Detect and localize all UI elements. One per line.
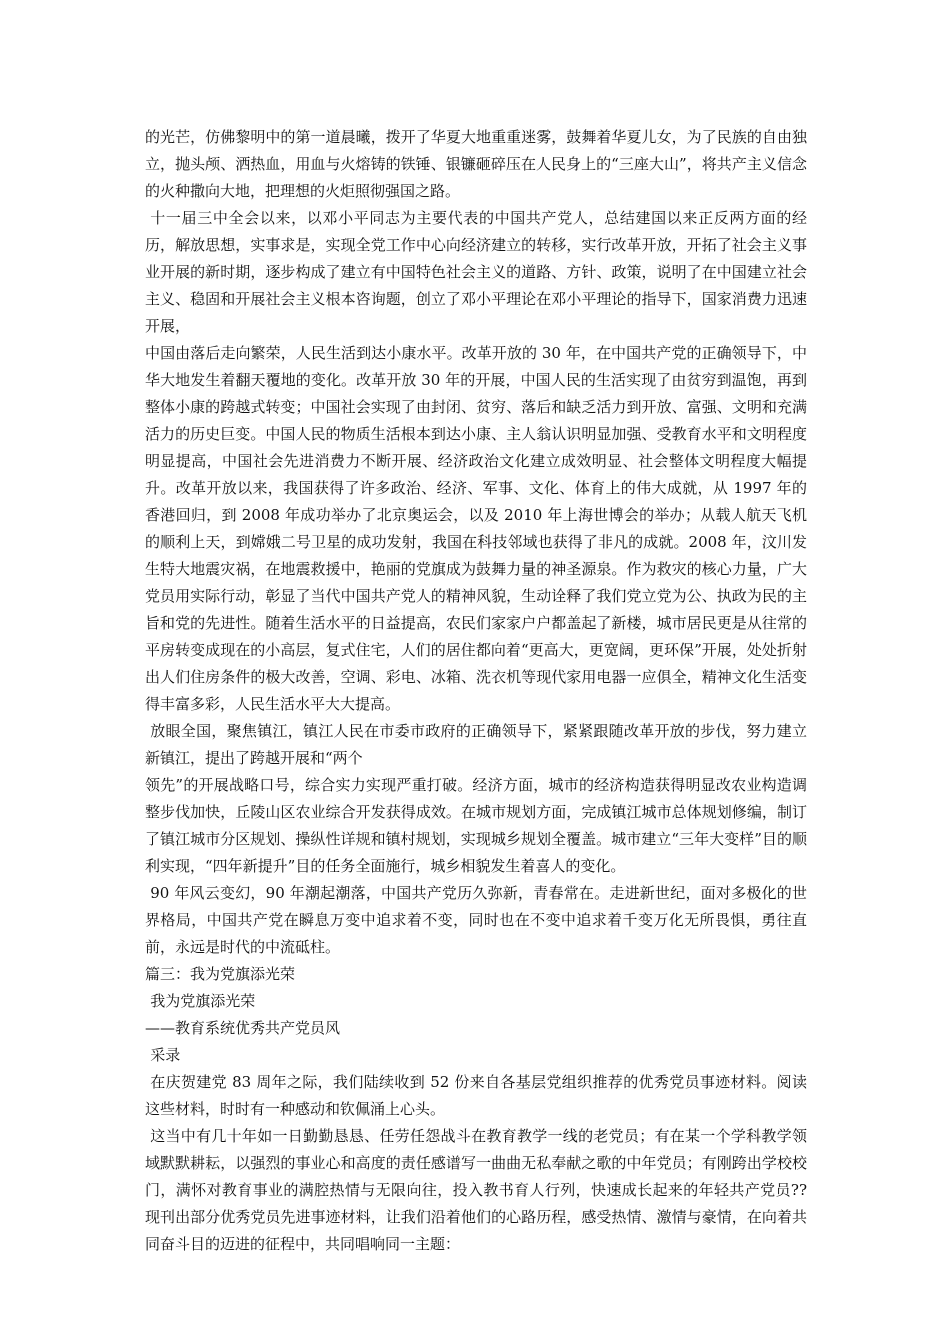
document-page: [145, 124, 807, 1258]
article-subtitle: ——教育系统优秀共产党员风: [145, 1019, 341, 1037]
paragraph-8: 这当中有几十年如一日勤勤恳恳、任劳任怨战斗在教育教学一线的老党员；有在某一个学科教学领域默默耕耘，以强烈的事业心和高度的责任感谱写一曲曲无私奉献之歌的中年党员；有刚跨出学校校门，满怀对教育事业的满腔热情与无限向往，投入教书育人行列，快速成长起来的年轻共产党员?? 现刊出部分优秀党员先进事迹材料，让我们沿着他们的心路历程，感受热情、激情与豪情，在向着共同奋斗目的迈进的征程中，共同唱响同一主题：: [145, 1127, 807, 1253]
paragraph-5: 领先”的开展战略口号，综合实力实现严重打破。经济方面，城市的经济构造获得明显改农业构造调整步伐加快，丘陵山区农业综合开发获得成效。在城市规划方面，完成镇江城市总体规划修编，制订了镇江城市分区规划、操纵性详规和镇村规划，实现城乡规划全覆盖。城市建立“三年大变样”目的顺利实现，“四年新提升”目的任务全面施行，城乡相貌发生着喜人的变化。: [145, 776, 807, 875]
article-title: 我为党旗添光荣: [150, 992, 256, 1010]
paragraph-1: 的光芒，仿佛黎明中的第一道晨曦，拨开了华夏大地重重迷雾，鼓舞着华夏儿女，为了民族的自由独立，抛头颅、洒热血，用血与火熔铸的铁锤、银镰砸碎压在人民身上的“三座大山”，将共产主义信念的火种撒向大地，把理想的火炬照彻强国之路。: [145, 128, 807, 200]
paragraph-2: 十一届三中全会以来，以邓小平同志为主要代表的中国共产党人，总结建国以来正反两方面的经历，解放思想，实事求是，实现全党工作中心向经济建立的转移，实行改革开放，开拓了社会主义事业开展的新时期，逐步构成了建立有中国特色社会主义的道路、方针、政策，说明了在中国建立社会主义、稳固和开展社会主义根本咨询题，创立了邓小平理论在邓小平理论的指导下，国家消费力迅速开展，: [145, 209, 807, 335]
section-heading: 篇三：我为党旗添光荣: [145, 965, 296, 983]
article-subtitle-continued: 采录: [150, 1046, 181, 1064]
paragraph-4: 放眼全国，聚焦镇江，镇江人民在市委市政府的正确领导下，紧紧跟随改革开放的步伐，努力建立新镇江，提出了跨越开展和“两个: [145, 722, 807, 767]
paragraph-3: 中国由落后走向繁荣，人民生活到达小康水平。改革开放的 30 年，在中国共产党的正确领导下，中华大地发生着翻天覆地的变化。改革开放 30 年的开展，中国人民的生活实现了由贫穷到温饱，再到整体小康的跨越式转变；中国社会实现了由封闭、贫穷、落后和缺乏活力到开放、富强、文明和充满活力的历史巨变。中国人民的物质生活根本到达小康、主人翁认识明显加强、受教育水平和文明程度明显提高，中国社会先进消费力不断开展、经济政治文化建立成效明显、社会整体文明程度大幅提升。改革开放以来，我国获得了许多政治、经济、军事、文化、体育上的伟大成就，从 1997 年的香港回归，到 2008 年成功举办了北京奥运会，以及 2010 年上海世博会的举办；从载人航天飞机的顺利上天，到嫦娥二号卫星的成功发射，我国在科技邻域也获得了非凡的成就。2008 年，汶川发生特大地震灾祸，在地震救援中，艳丽的党旗成为鼓舞力量的神圣源泉。作为救灾的核心力量，广大党员用实际行动，彰显了当代中国共产党人的精神风貌，生动诠释了我们党立党为公、执政为民的主旨和党的先进性。随着生活水平的日益提高，农民们家家户户都盖起了新楼，城市居民更是从往常的平房转变成现在的小高层，复式住宅，人们的居住都向着“更高大，更宽阔，更环保”开展，处处折射出人们住房条件的极大改善，空调、彩电、冰箱、洗衣机等现代家用电器一应俱全，精神文化生活变得丰富多彩，人民生活水平大大提高。: [145, 344, 807, 713]
paragraph-6: 90 年风云变幻，90 年潮起潮落，中国共产党历久弥新，青春常在。走进新世纪，面对多极化的世界格局，中国共产党在瞬息万变中追求着不变，同时也在不变中追求着千变万化无所畏惧，勇往直前，永远是时代的中流砥柱。: [145, 884, 807, 956]
paragraph-7: 在庆贺建党 83 周年之际，我们陆续收到 52 份来自各基层党组织推荐的优秀党员事迹材料。阅读这些材料，时时有一种感动和钦佩涌上心头。: [145, 1073, 807, 1118]
